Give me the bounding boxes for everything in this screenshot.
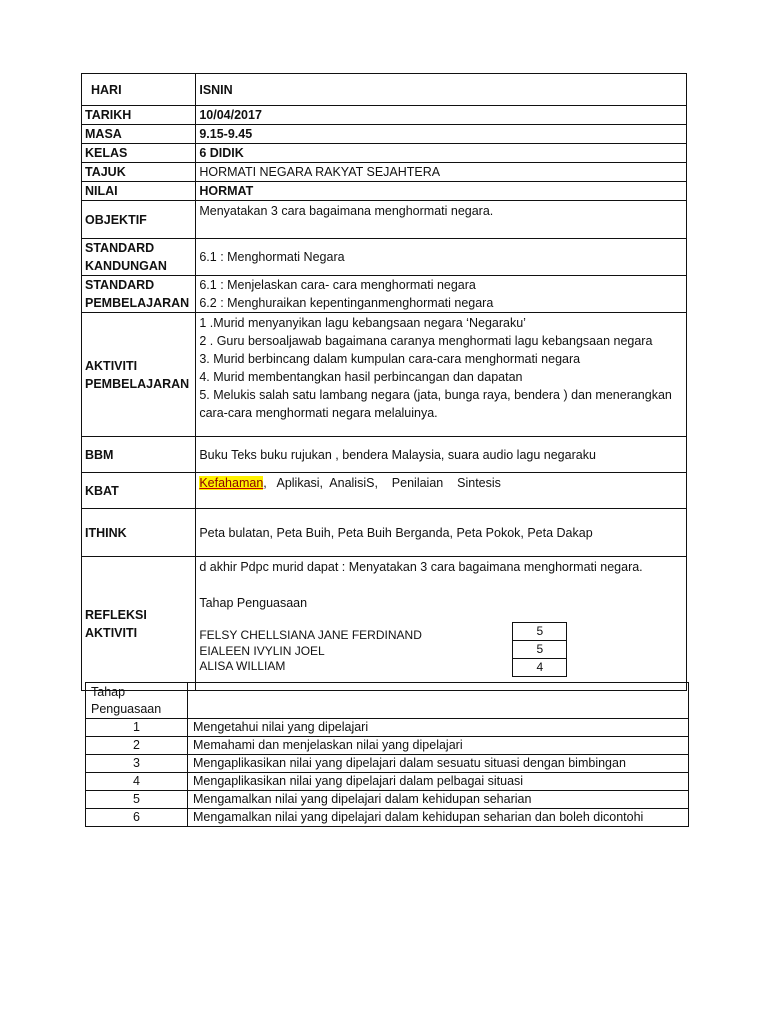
tahap-level: 1 xyxy=(86,719,188,737)
sp-line-1: 6.1 : Menjelaskan cara- cara menghormati negara xyxy=(199,278,476,292)
tahap-header xyxy=(86,683,188,719)
tahap-header-1: Tahap xyxy=(91,684,126,699)
row-kbat xyxy=(82,473,687,509)
kbat-rest: , Aplikasi, AnalisiS, Penilaian Sintesis xyxy=(263,476,501,490)
table-row xyxy=(86,809,689,827)
aktiviti-item: 3. Murid berbincang dalam kumpulan cara-cara menghormati negara xyxy=(199,352,581,366)
kbat-highlighted: Kefahaman xyxy=(199,476,264,490)
tahap-level: 2 xyxy=(86,737,188,755)
label-standard-pembelajaran-1: STANDARD xyxy=(85,278,155,292)
value-objektif: Menyatakan 3 cara bagaimana menghormati negara. xyxy=(196,201,687,239)
label-refleksi xyxy=(82,557,196,691)
tahap-desc: Memahami dan menjelaskan nilai yang dipelajari xyxy=(188,737,689,755)
aktiviti-item: 5. Melukis salah satu lambang negara (jata, bunga raya, bendera ) dan menerangkan cara-cara menghormati negara melaluinya. xyxy=(199,388,672,420)
tahap-penguasaan-table xyxy=(85,682,689,827)
tahap-header-empty xyxy=(188,683,689,719)
label-masa: MASA xyxy=(82,125,196,144)
label-tarikh: TARIKH xyxy=(82,106,196,125)
label-standard-pembelajaran-2: PEMBELAJARAN xyxy=(85,296,190,310)
refleksi-block xyxy=(199,558,683,690)
tahap-desc: Mengetahui nilai yang dipelajari xyxy=(188,719,689,737)
label-refleksi-1: REFLEKSI xyxy=(85,607,147,622)
row-ithink xyxy=(82,509,687,557)
row-masa xyxy=(82,125,687,144)
aktiviti-item: 2 . Guru bersoaljawab bagaimana caranya menghormati lagu kebangsaan negara xyxy=(199,334,653,348)
lesson-plan-table xyxy=(81,73,687,691)
row-nilai xyxy=(82,182,687,201)
label-objektif: OBJEKTIF xyxy=(82,201,196,239)
aktiviti-item: 1 .Murid menyanyikan lagu kebangsaan negara ‘Negaraku’ xyxy=(199,316,526,330)
table-row xyxy=(86,773,689,791)
student-scores-table xyxy=(512,622,567,677)
value-aktiviti xyxy=(196,313,687,437)
value-bbm: Buku Teks buku rujukan , bendera Malaysia, suara audio lagu negaraku xyxy=(196,437,687,473)
tahap-desc: Mengaplikasikan nilai yang dipelajari dalam sesuatu situasi dengan bimbingan xyxy=(188,755,689,773)
label-bbm: BBM xyxy=(82,437,196,473)
label-refleksi-2: AKTIVITI xyxy=(85,625,138,640)
label-hari: HARI xyxy=(82,74,196,106)
student-name: FELSY CHELLSIANA JANE FERDINAND xyxy=(199,628,422,642)
label-standard-kandungan-1: STANDARD xyxy=(85,241,155,255)
row-refleksi xyxy=(82,557,687,691)
table-row xyxy=(86,719,689,737)
label-standard-kandungan xyxy=(82,239,196,276)
label-standard-pembelajaran xyxy=(82,276,196,313)
student-name: EIALEEN IVYLIN JOEL xyxy=(199,643,325,658)
row-kelas xyxy=(82,144,687,163)
label-aktiviti xyxy=(82,313,196,437)
row-tajuk xyxy=(82,163,687,182)
value-nilai: HORMAT xyxy=(196,182,687,201)
row-objektif xyxy=(82,201,687,239)
student-names xyxy=(199,628,422,675)
tahap-header-row xyxy=(86,683,689,719)
student-score: 5 xyxy=(513,623,567,641)
sp-line-2: 6.2 : Menghuraikan kepentinganmenghormati negara xyxy=(199,296,494,310)
row-standard-kandungan xyxy=(82,239,687,276)
value-tajuk: HORMATI NEGARA RAKYAT SEJAHTERA xyxy=(196,163,687,182)
tahap-desc: Mengamalkan nilai yang dipelajari dalam kehidupan seharian dan boleh dicontohi xyxy=(188,809,689,827)
value-hari: ISNIN xyxy=(196,74,687,106)
label-aktiviti-2: PEMBELAJARAN xyxy=(85,376,190,391)
row-tarikh xyxy=(82,106,687,125)
tahap-level: 3 xyxy=(86,755,188,773)
value-ithink: Peta bulatan, Peta Buih, Peta Buih Berganda, Peta Pokok, Peta Dakap xyxy=(196,509,687,557)
value-refleksi xyxy=(196,557,687,691)
value-tarikh: 10/04/2017 xyxy=(196,106,687,125)
tahap-header-2: Penguasaan xyxy=(91,701,162,716)
table-row xyxy=(86,791,689,809)
tahap-desc: Mengaplikasikan nilai yang dipelajari dalam pelbagai situasi xyxy=(188,773,689,791)
student-name: ALISA WILLIAM xyxy=(199,659,286,673)
refleksi-line-2: Tahap Penguasaan xyxy=(199,596,308,610)
tahap-level: 5 xyxy=(86,791,188,809)
table-row xyxy=(86,755,689,773)
tahap-desc: Mengamalkan nilai yang dipelajari dalam kehidupan seharian xyxy=(188,791,689,809)
aktiviti-item: 4. Murid membentangkan hasil perbincangan dan dapatan xyxy=(199,370,523,384)
table-row xyxy=(86,737,689,755)
student-score: 4 xyxy=(513,659,567,677)
refleksi-text xyxy=(199,558,683,612)
label-nilai: NILAI xyxy=(82,182,196,201)
row-bbm xyxy=(82,437,687,473)
label-aktiviti-1: AKTIVITI xyxy=(85,358,138,373)
row-standard-pembelajaran xyxy=(82,276,687,313)
row-aktiviti xyxy=(82,313,687,437)
label-standard-kandungan-2: KANDUNGAN xyxy=(85,259,167,273)
row-hari xyxy=(82,74,687,106)
label-kelas: KELAS xyxy=(82,144,196,163)
value-masa: 9.15-9.45 xyxy=(196,125,687,144)
value-kbat xyxy=(196,473,687,509)
value-kelas: 6 DIDIK xyxy=(196,144,687,163)
student-score: 5 xyxy=(513,641,567,659)
tahap-level: 4 xyxy=(86,773,188,791)
refleksi-line-1: d akhir Pdpc murid dapat : Menyatakan 3 cara bagaimana menghormati negara. xyxy=(199,560,643,574)
tahap-level: 6 xyxy=(86,809,188,827)
value-standard-pembelajaran xyxy=(196,276,687,313)
label-kbat: KBAT xyxy=(82,473,196,509)
value-standard-kandungan: 6.1 : Menghormati Negara xyxy=(196,239,687,276)
label-ithink: ITHINK xyxy=(82,509,196,557)
label-tajuk: TAJUK xyxy=(82,163,196,182)
